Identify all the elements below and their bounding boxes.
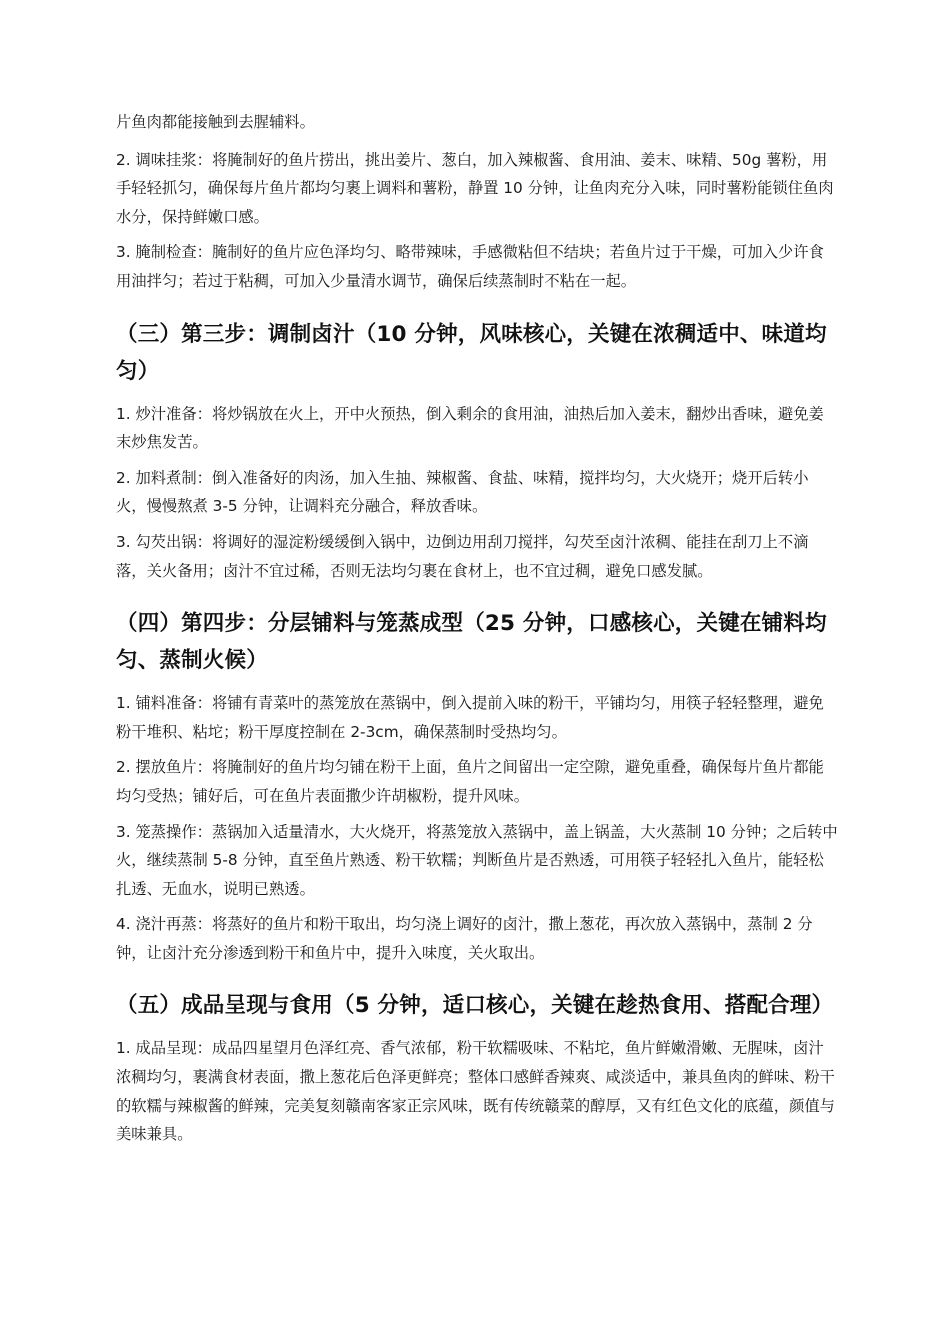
paragraph-sauce-prep: 1. 炒汁准备：将炒锅放在火上，开中火预热，倒入剩余的食用油，油热后加入姜末，翻炒出香味，避免姜末炒焦发苦。 xyxy=(116,404,824,452)
paragraph-layering-prep: 1. 铺料准备：将铺有青菜叶的蒸笼放在蒸锅中，倒入提前入味的粉干，平铺均匀，用筷子轻轻整理，避免粉干堆积、粘坨；粉干厚度控制在 2-3cm，确保蒸制时受热均匀。 xyxy=(116,694,824,741)
section-heading-step-three: （三）第三步：调制卤汁（10 分钟，风味核心，关键在浓稠适中、味道均匀） xyxy=(116,321,827,384)
section-heading-step-five: （五）成品呈现与食用（5 分钟，适口核心，关键在趁热食用、搭配合理） xyxy=(116,993,834,1019)
paragraph-sauce-resteam: 4. 浇汁再蒸：将蒸好的鱼片和粉干取出，均匀浇上调好的卤汁，撒上葱花，再次放入蒸锅中，蒸制 2 分钟，让卤汁充分渗透到粉干和鱼片中，提升入味度，关火取出。 xyxy=(116,915,813,962)
paragraph-place-fish: 2. 摆放鱼片：将腌制好的鱼片均匀铺在粉干上面，鱼片之间留出一定空隙，避免重叠，确保每片鱼片都能均匀受热；铺好后，可在鱼片表面撒少许胡椒粉，提升风味。 xyxy=(116,758,824,805)
paragraph-seasoning-coating: 2. 调味挂浆：将腌制好的鱼片捞出，挑出姜片、葱白，加入辣椒酱、食用油、姜末、味精、50g 薯粉，用手轻轻抓匀，确保每片鱼片都均匀裹上调料和薯粉，静置 10 分钟，让鱼肉充分入味，同时薯粉能锁住鱼肉水分，保持鲜嫩口感。 xyxy=(116,150,834,226)
paragraph-final-presentation: 1. 成品呈现：成品四星望月色泽红亮、香气浓郁，粉干软糯吸味、不粘坨，鱼片鲜嫩滑嫩、无腥味，卤汁浓稠均匀，裹满食材表面，撒上葱花后色泽更鲜亮；整体口感鲜香辣爽、咸淡适中，兼具鱼肉的鲜味、粉干的软糯与辣椒酱的鲜辣，完美复刻赣南客家正宗风味，既有传统赣菜的醇厚，又有红色文化的底蕴，颜值与美味兼具。 xyxy=(116,1039,835,1144)
paragraph-marinade-check: 3. 腌制检查：腌制好的鱼片应色泽均匀、略带辣味，手感微粘但不结块；若鱼片过于干燥，可加入少许食用油拌匀；若过于粘稠，可加入少量清水调节，确保后续蒸制时不粘在一起。 xyxy=(116,243,824,290)
paragraph-sauce-boil: 2. 加料煮制：倒入准备好的肉汤，加入生抽、辣椒酱、食盐、味精，搅拌均匀，大火烧开；烧开后转小火，慢慢熬煮 3-5 分钟，让调料充分融合，释放香味。 xyxy=(116,468,809,516)
document-page xyxy=(116,108,838,1156)
section-heading-step-four: （四）第四步：分层铺料与笼蒸成型（25 分钟，口感核心，关键在铺料均匀、蒸制火候） xyxy=(116,611,827,674)
paragraph-sauce-thicken: 3. 勾芡出锅：将调好的湿淀粉缓缓倒入锅中，边倒边用刮刀搅拌，勾芡至卤汁浓稠、能挂在刮刀上不滴落，关火备用；卤汁不宜过稀，否则无法均匀裹在食材上，也不宜过稠，避免口感发腻。 xyxy=(116,532,809,580)
paragraph-steaming: 3. 笼蒸操作：蒸锅加入适量清水，大火烧开，将蒸笼放入蒸锅中，盖上锅盖，大火蒸制 10 分钟；之后转中火，继续蒸制 5-8 分钟，直至鱼片熟透、粉干软糯；判断鱼片是否熟透，可用筷子轻轻扎入鱼片，能轻松扎透、无血水，说明已熟透。 xyxy=(116,822,838,898)
paragraph-fish-continuation: 片鱼肉都能接触到去腥辅料。 xyxy=(116,113,315,131)
